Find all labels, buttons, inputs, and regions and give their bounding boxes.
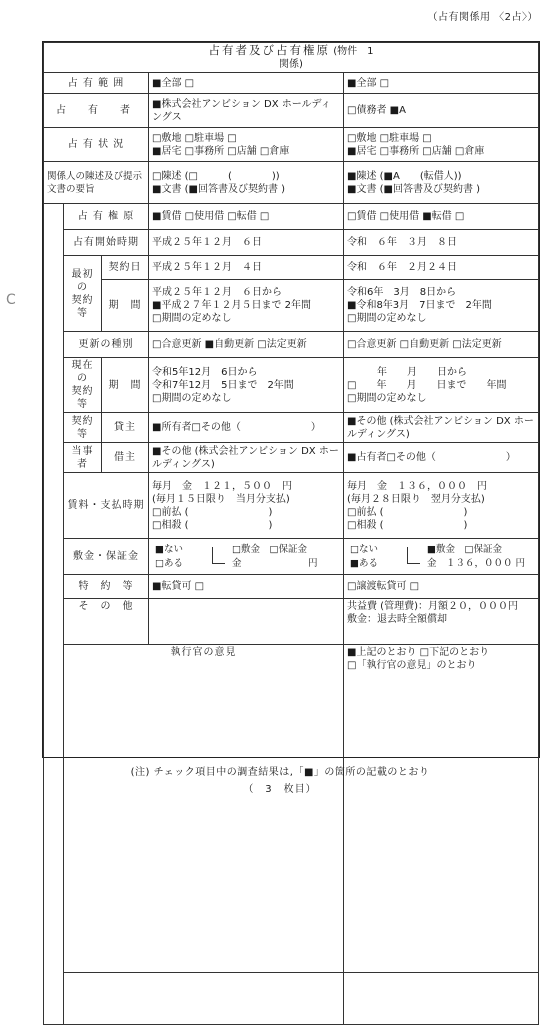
deposit-exists-c1: □ある [155,557,183,569]
deposit-none-c2: □ない [350,543,378,555]
occupant-col1: ■株式会社アンビション DX ホールディングス [149,94,344,128]
current-period-label: 期 間 [102,358,149,413]
contract-date-label: 契約日 [102,256,149,280]
current-contract-label: 現在の 契約等 [64,358,102,413]
opinion-blank-row [44,973,539,1025]
special-col1: ■転貸可 □ [149,575,344,599]
relation-note: 関係) [279,59,303,70]
rent-col1: 毎月 金 １２１，５００ 円 (毎月１５日限り 当月分支払) □前払 ( ) □相殺 ( ) [149,473,344,539]
deposit-bracket [407,547,420,564]
rent-row [44,473,539,539]
current-period-col1: 令和5年12月 6日から 令和7年12月 5日まで 2年間 □期間の定めなし [149,358,344,413]
deposit-row [44,539,539,575]
occupant-col2: □債務者 ■A [344,94,539,128]
deposit-type-c2: ■敷金 □保証金 [427,543,502,555]
opinion-row [44,645,539,973]
status-col2: □敷地 □駐車場 □ ■居宅 □事務所 □店舗 □倉庫 [344,128,539,162]
start-row [44,230,539,256]
contract-date-col2: 令和 ６年 ２月２４日 [344,256,539,280]
form-frame [42,41,540,758]
scope-label: 占 有 範 囲 [44,73,149,94]
opinion-blank-col1 [344,973,539,1025]
opinion-label: 執行官の意見 [64,645,344,973]
deposit-none-c1: ■ない [155,543,183,555]
initial-period-col2: 令和6年 3月 8日から ■令和8年3月 7日まで 2年間 □期間の定めなし [344,280,539,332]
deposit-exists-c2: ■ある [350,557,378,569]
special-col2: □譲渡転貸可 □ [344,575,539,599]
footnote: (注) チェック項目中の調査結果は,「■」の箇所の記載のとおり [130,767,430,778]
other-label: そ の 他 [64,599,149,645]
deposit-col1 [149,539,344,575]
form-title: 占有者及び占有権原 [208,43,331,57]
deposit-label: 敷金・保証金 [64,539,149,575]
start-col2: 令和 ６年 ３月 ８日 [344,230,539,256]
deposit-amount-c2: 金 １３６，０００ 円 [427,557,526,569]
opinion-col1: ■上記のとおり □下記のとおり □「執行官の意見」のとおり [344,645,539,973]
statement-col2: ■陳述 (■A (転借人)) ■文書 (■回答書及び契約書 ) [344,162,539,204]
deposit-col2 [344,539,539,575]
occupancy-table [43,42,539,1025]
occupant-row [44,94,539,128]
rent-col2: 毎月 金 １３６，０００ 円 (毎月２８日限り 翌月分支払) □前払 ( ) □相殺 ( ) [344,473,539,539]
initial-contract-date-row [44,256,539,280]
special-label: 特 約 等 [64,575,149,599]
lessee-row [44,443,539,473]
other-row [44,599,539,645]
deposit-bracket [212,547,225,564]
parties-label-bottom: 当事者 [64,443,102,473]
renewal-label: 更新の種別 [64,332,149,358]
scope-col1: ■全部 □ [149,73,344,94]
lessee-col2: ■占有者□その他（ ） [344,443,539,473]
lessor-row [44,413,539,443]
indent-column [44,204,64,1025]
parties-label-top: 契約等 [64,413,102,443]
initial-period-col1: 平成２５年１２月 ６日から ■平成２７年１２月５日まで 2年間 □期間の定めなし [149,280,344,332]
right-col2: □賃借 □使用借 ■転借 □ [344,204,539,230]
initial-contract-label: 最初の 契約等 [64,256,102,332]
lessee-label: 借主 [102,443,149,473]
start-col1: 平成２５年１２月 ６日 [149,230,344,256]
scope-row [44,73,539,94]
form-type-note: （占有関係用 〈2占〉） [427,12,538,23]
other-col1 [149,599,344,645]
lessor-col2: ■その他 (株式会社アンビション DX ホールディングス) [344,413,539,443]
current-period-col2: 年 月 日から □ 年 月 日まで 年間 □期間の定めなし [344,358,539,413]
right-row [44,204,539,230]
rent-label: 賃料・支払時期 [64,473,149,539]
other-col2: 共益費 (管理費)：月額２０，０００円 敷金：退去時全額償却 [344,599,539,645]
status-col1: □敷地 □駐車場 □ ■居宅 □事務所 □店舗 □倉庫 [149,128,344,162]
page-number: （ 3 枚目） [243,784,317,795]
initial-contract-period-row [44,280,539,332]
lessor-label: 貸主 [102,413,149,443]
renewal-col1: □合意更新 ■自動更新 □法定更新 [149,332,344,358]
status-label: 占 有 状 況 [44,128,149,162]
margin-mark: C [6,292,16,308]
renewal-col2: □合意更新 □自動更新 □法定更新 [344,332,539,358]
right-col1: ■賃借 □使用借 □転借 □ [149,204,344,230]
title-row [44,43,539,73]
property-note: (物件 1 [333,46,374,57]
contract-date-col1: 平成２５年１２月 ４日 [149,256,344,280]
status-row [44,128,539,162]
scope-col2: ■全部 □ [344,73,539,94]
lessor-col1: ■所有者□その他（ ） [149,413,344,443]
occupant-label: 占 有 者 [44,94,149,128]
statement-label: 関係人の陳述及び提示文書の要旨 [44,162,149,204]
lessee-col1: ■その他 (株式会社アンビション DX ホールディングス) [149,443,344,473]
opinion-blank-label [64,973,344,1025]
right-label: 占 有 権 原 [64,204,149,230]
deposit-type-c1: □敷金 □保証金 [232,543,307,555]
start-label: 占有開始時期 [64,230,149,256]
statement-row [44,162,539,204]
deposit-amount-c1: 金 円 [232,557,318,569]
title-cell [44,43,539,73]
initial-period-label: 期 間 [102,280,149,332]
special-row [44,575,539,599]
current-contract-row [44,358,539,413]
renewal-row [44,332,539,358]
statement-col1: □陳述 (□ ( )) ■文書 (■回答書及び契約書 ) [149,162,344,204]
